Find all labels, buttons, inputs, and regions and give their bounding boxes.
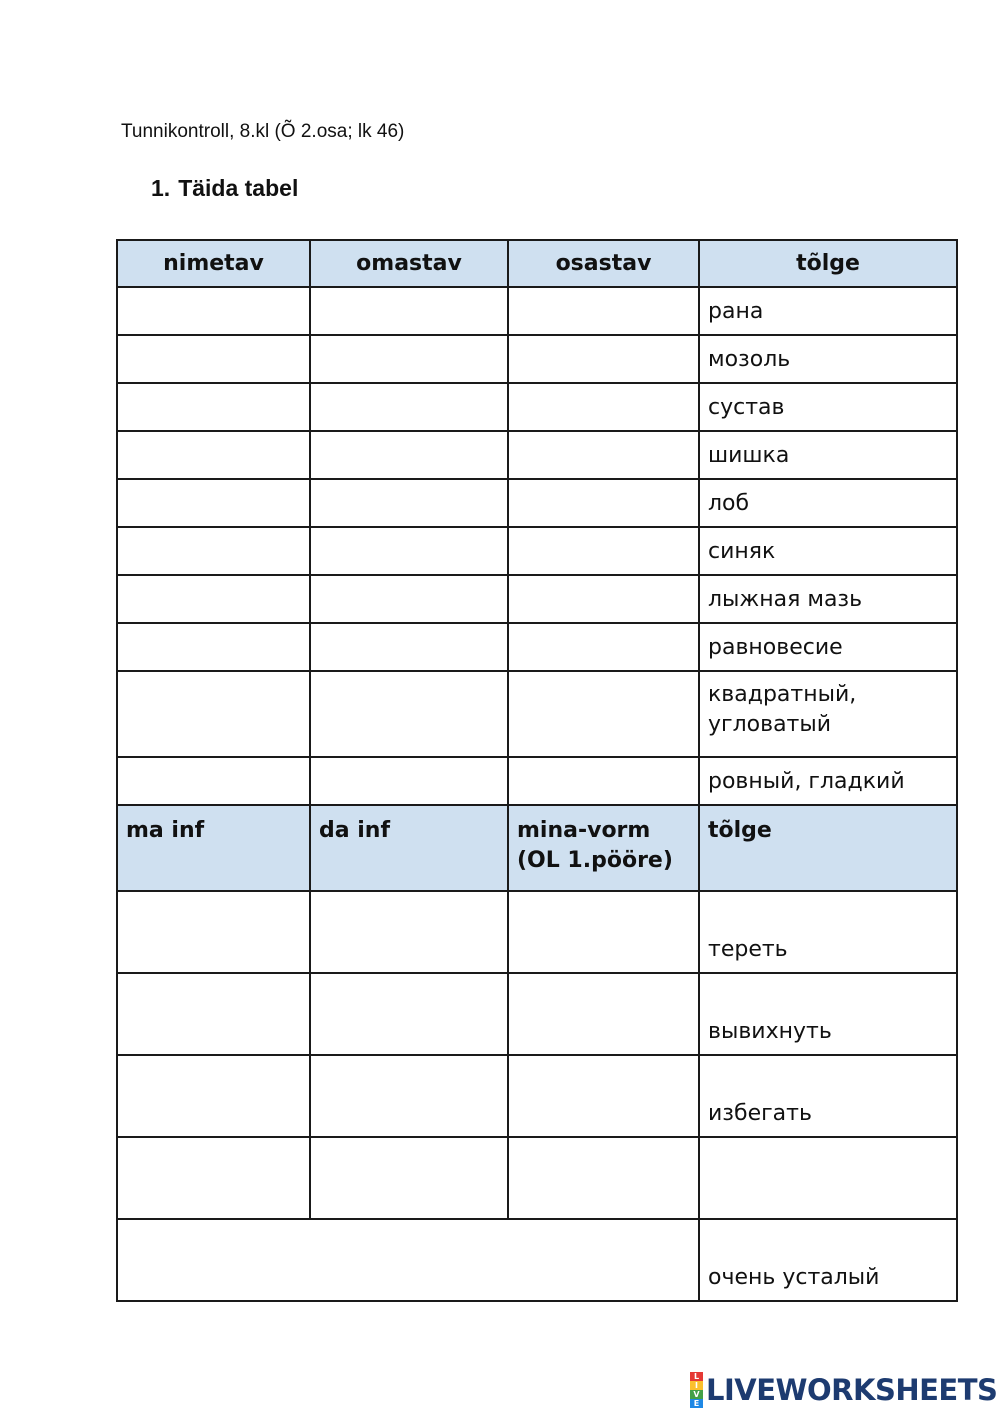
answer-cell[interactable] [117,1055,310,1137]
translation-cell: шишка [699,431,957,479]
answer-cell[interactable] [508,383,699,431]
answer-cell[interactable] [117,891,310,973]
table-row [117,623,957,671]
table-row [117,287,957,335]
table-row [117,479,957,527]
translation-cell: сустав [699,383,957,431]
answer-cell[interactable] [117,527,310,575]
answer-cell[interactable] [508,623,699,671]
table-row [117,383,957,431]
document-subtitle: Tunnikontroll, 8.kl (Õ 2.osa; lk 46) [121,121,405,142]
table-row [117,671,957,757]
answer-cell[interactable] [310,757,508,805]
header-da-inf: da inf [310,805,508,891]
table-row [117,891,957,973]
answer-cell[interactable] [508,757,699,805]
answer-cell[interactable] [508,1137,699,1219]
answer-cell[interactable] [508,431,699,479]
answer-cell[interactable] [508,973,699,1055]
answer-cell[interactable] [310,973,508,1055]
answer-cell[interactable] [310,1137,508,1219]
answer-cell[interactable] [117,973,310,1055]
answer-cell[interactable] [310,335,508,383]
logo-text: LIVEWORKSHEETS [706,1373,998,1407]
answer-cell[interactable] [117,757,310,805]
table-row [117,575,957,623]
answer-cell[interactable] [310,575,508,623]
answer-cell[interactable] [310,431,508,479]
answer-cell[interactable] [117,1137,310,1219]
header-mina-vorm: mina-vorm (OL 1.pööre) [508,805,699,891]
answer-cell[interactable] [508,671,699,757]
translation-cell: равновесие [699,623,957,671]
answer-cell[interactable] [310,479,508,527]
table-row [117,1137,957,1219]
table-row [117,431,957,479]
answer-cell[interactable] [310,383,508,431]
table-row [117,973,957,1055]
table-row [117,757,957,805]
answer-cell[interactable] [508,891,699,973]
table-row [117,527,957,575]
answer-cell[interactable] [310,1055,508,1137]
header-tolge-verbs: tõlge [699,805,957,891]
translation-cell: квадратный, угловатый [699,671,957,757]
translation-cell: мозоль [699,335,957,383]
task-number: 1. [151,175,171,201]
answer-cell[interactable] [508,287,699,335]
translation-cell: вывихнуть [699,973,957,1055]
header-osastav: osastav [508,240,699,287]
answer-cell[interactable] [310,891,508,973]
answer-cell[interactable] [310,287,508,335]
worksheet-table [116,239,958,1302]
answer-cell[interactable] [117,431,310,479]
translation-cell: рана [699,287,957,335]
translation-cell: лоб [699,479,957,527]
table-row [117,1055,957,1137]
header-ma-inf: ma inf [117,805,310,891]
answer-cell[interactable] [117,575,310,623]
header-omastav: omastav [310,240,508,287]
answer-cell[interactable] [117,671,310,757]
translation-cell: очень усталый [699,1219,957,1301]
table-header-row [117,240,957,287]
table-row [117,1219,957,1301]
answer-cell[interactable] [117,335,310,383]
answer-cell[interactable] [508,479,699,527]
header-tolge: tõlge [699,240,957,287]
answer-cell[interactable] [310,671,508,757]
verb-header-row [117,805,957,891]
answer-cell[interactable] [508,1055,699,1137]
answer-cell[interactable] [508,527,699,575]
translation-cell: лыжная мазь [699,575,957,623]
translation-cell: тереть [699,891,957,973]
answer-cell-merged[interactable] [117,1219,699,1301]
answer-cell[interactable] [117,623,310,671]
translation-cell: избегать [699,1055,957,1137]
answer-cell[interactable] [508,575,699,623]
translation-cell [699,1137,957,1219]
liveworksheets-logo [690,1372,997,1408]
answer-cell[interactable] [310,527,508,575]
header-nimetav: nimetav [117,240,310,287]
table-row [117,335,957,383]
task-heading [151,175,298,202]
answer-cell[interactable] [117,383,310,431]
answer-cell[interactable] [508,335,699,383]
task-title: Täida tabel [178,175,299,201]
answer-cell[interactable] [117,287,310,335]
answer-cell[interactable] [117,479,310,527]
logo-mark-icon: L I V E [690,1372,703,1408]
answer-cell[interactable] [310,623,508,671]
translation-cell: ровный, гладкий [699,757,957,805]
translation-cell: синяк [699,527,957,575]
